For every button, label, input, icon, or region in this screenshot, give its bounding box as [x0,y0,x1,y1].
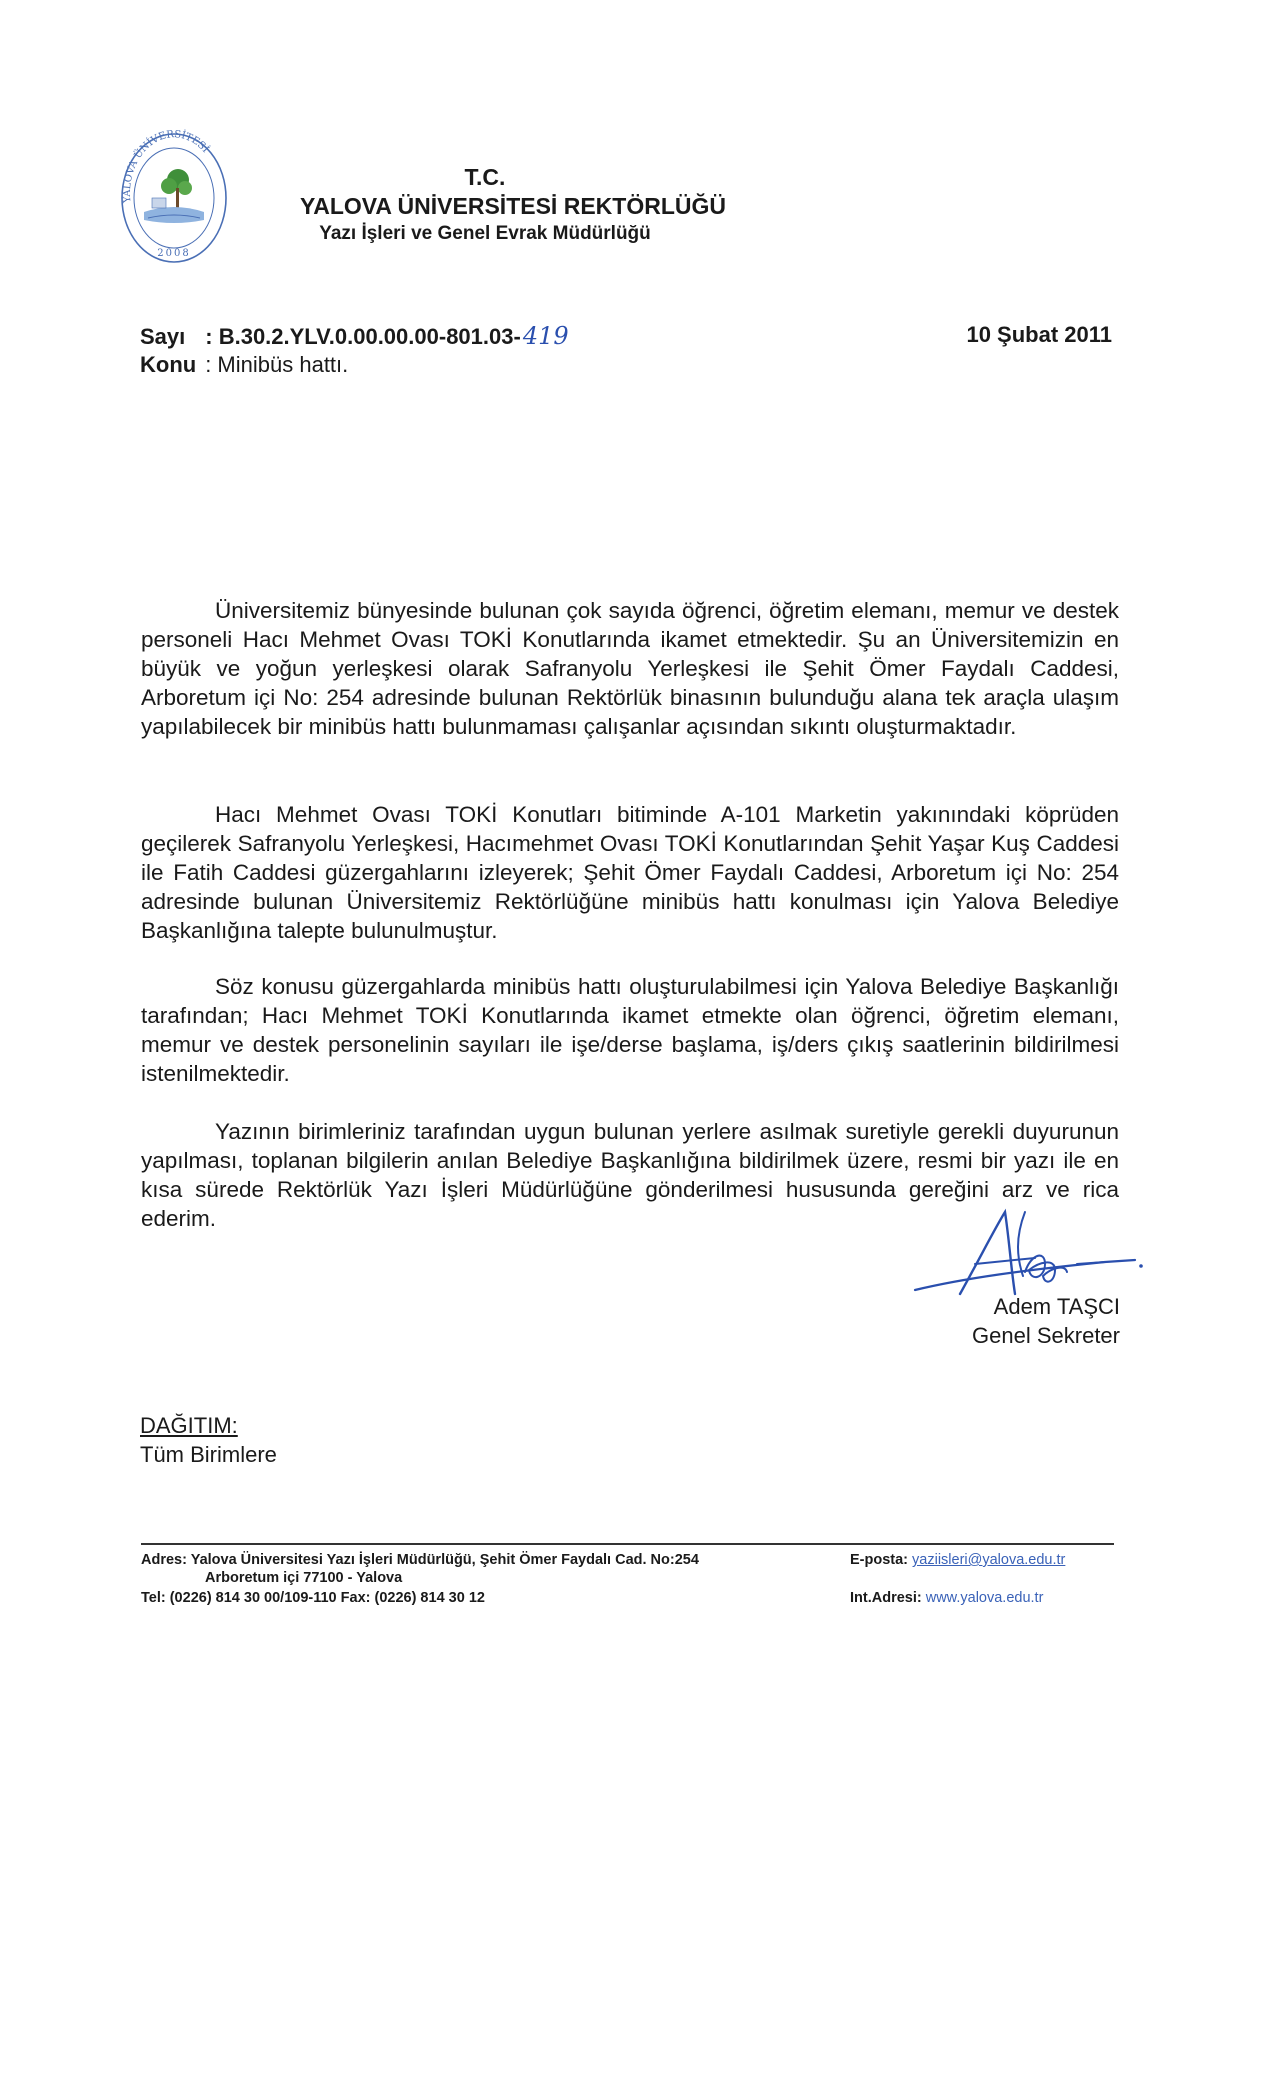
footer-email-row [850,1552,1065,1568]
sayi-value: : B.30.2.YLV.0.00.00.00-801.03- [205,324,521,349]
footer-email-link[interactable]: yaziisleri@yalova.edu.tr [912,1552,1066,1568]
konu-label: Konu [140,352,197,377]
distribution-recipients: Tüm Birimlere [140,1442,277,1467]
signer-title: Genel Sekreter [972,1323,1120,1348]
footer-address-line-1: Adres: Yalova Üniversitesi Yazı İşleri Müdürlüğü, Şehit Ömer Faydalı Cad. No:254 [141,1552,699,1568]
body-paragraph-4: Yazının birimleriniz tarafından uygun bulunan yerlere asılmak suretiyle gerekli duyurunun yapılması, toplanan bilgilerin anılan Belediye Başkanlığına bildirilmek üzere, resmi bir yazı ile en kısa sürede Rektörlük Yazı İşleri Müdürlüğüne gönderilmesi hususunda gereğini arz ve rica ederim. [141,1119,1119,1231]
body-paragraph-3: Söz konusu güzergahlarda minibüs hattı oluşturulabilmesi için Yalova Belediye Başkanlığı tarafından; Hacı Mehmet TOKİ Konutlarında ikamet etmekte olan öğrenci, öğretim elemanı, memur ve destek personelinin sayıları ile işe/derse başlama, iş/ders çıkış saatlerinin bildirilmesi istenilmektedir. [141,974,1119,1086]
footer-phone-fax: Tel: (0226) 814 30 00/109-110 Fax: (0226) 814 30 12 [141,1590,485,1606]
seal-year: 2008 [157,248,191,259]
footer-divider [141,1543,1114,1545]
header-tc: T.C. [464,164,506,190]
reference-number-row [140,322,569,350]
konu-value: : Minibüs hattı. [205,352,349,377]
footer-email-label: E-posta: [850,1552,908,1568]
signer-name: Adem TAŞCI [993,1294,1120,1319]
body-paragraph-2: Hacı Mehmet Ovası TOKİ Konutları bitiminde A-101 Marketin yakınındaki köprüden geçilerek Safranyolu Yerleşkesi, Hacımehmet Ovası TOKİ Konutlarından Şehit Yaşar Kuş Caddesi ile Fatih Caddesi güzergahlarını izleyerek; Şehit Ömer Faydalı Caddesi, Arboretum içi No: 254 adresinde bulunan Üniversitemiz Rektörlüğüne minibüs hattı konulması için Yalova Belediye Başkanlığına talepte bulunulmuştur. [141,802,1119,943]
footer-address-line-2: Arboretum içi 77100 - Yalova [205,1570,403,1586]
footer-web-link[interactable]: www.yalova.edu.tr [925,1590,1044,1606]
footer-web-label: Int.Adresi: [850,1590,922,1606]
seal-text: YALOVA ÜNİVERSİTESİ [121,129,211,204]
university-seal-logo [118,128,230,278]
letter-date: 10 Şubat 2011 [966,322,1112,347]
subject-row [140,352,348,378]
distribution-heading: DAĞITIM: [140,1413,238,1438]
header-university: YALOVA ÜNİVERSİTESİ REKTÖRLÜĞÜ [300,193,726,219]
sayi-label: Sayı [140,324,186,349]
header-department: Yazı İşleri ve Genel Evrak Müdürlüğü [319,223,651,244]
footer-web-row [850,1590,1043,1606]
handwritten-reference-suffix: 419 [522,322,569,350]
body-paragraph-1: Üniversitemiz bünyesinde bulunan çok sayıda öğrenci, öğretim elemanı, memur ve destek personeli Hacı Mehmet Ovası TOKİ Konutlarında ikamet etmektedir. Şu an Üniversitemizin en büyük ve yoğun yerleşkesi olarak Safranyolu Yerleşkesi ile Şehit Ömer Faydalı Caddesi, Arboretum içi No: 254 adresinde bulunan Rektörlük binasının bulunduğu alana tek araçla ulaşım yapılabilecek bir minibüs hattı bulunmaması çalışanlar açısından sıkıntı oluşturmaktadır. [141,598,1119,739]
